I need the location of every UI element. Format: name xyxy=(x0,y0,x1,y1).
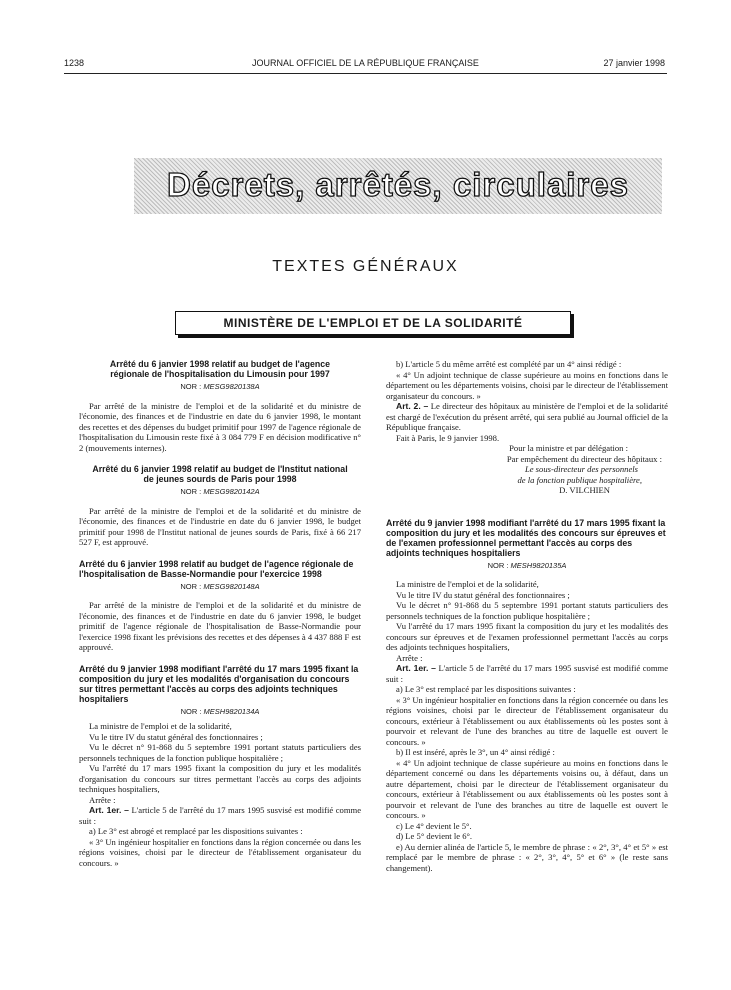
paragraph: Art. 1er. – L'article 5 de l'arrêté du 17 mars 1995 susvisé est modifié comme suit : xyxy=(79,805,362,826)
page-header xyxy=(0,58,731,72)
right-column xyxy=(386,359,668,873)
paragraph: La ministre de l'emploi et de la solidarité, xyxy=(89,721,232,731)
paragraph: « 4° Un adjoint technique de classe supérieure au moins en fonctions dans le département concerné ou dans les départements voisins ou, à défaut, dans un autre département, choisi par le directeur de l'établissement organisateur du concours, extérieur à l'établissement ou aux établissements où les postes sont à pourvoir et relevant de l'une des branches au titre de laquelle est ouvert le concours. » xyxy=(386,757,668,820)
banner-title: Décrets, arrêtés, circulaires xyxy=(167,166,629,203)
paragraph: Vu le décret n° 91-868 du 5 septembre 1991 portant statuts particuliers des personnels techniques de la fonction publique hospitalière ; xyxy=(386,600,668,621)
section-title: TEXTES GÉNÉRAUX xyxy=(272,258,459,275)
left-column xyxy=(79,359,361,868)
header-rule xyxy=(64,73,667,74)
paragraph: Vu l'arrêté du 17 mars 1995 fixant la composition du jury et les modalités des concours sur épreuves et de l'examen professionnel permettant l'accès au corps des adjoints techniques hospitaliers, xyxy=(386,621,668,652)
article-body: Par arrêté de la ministre de l'emploi et de la solidarité et du ministre de l'économie, des finances et de l'industrie en date du 6 janvier 1998, le budget primitif de l'agence régionale de l'hospitalisation de Basse-Normandie pour l'exercice 1998 fixant les prévisions des recettes et des dépenses à 4 437 888 F est approuvé. xyxy=(79,600,361,652)
issue-date: 27 janvier 1998 xyxy=(603,58,665,68)
arrete-heading: Arrête : xyxy=(89,794,116,805)
paragraph: c) Le 4° devient le 5°. xyxy=(396,820,472,831)
nor-reference: NOR : MESH9820135A xyxy=(487,560,567,570)
nor-reference: NOR : MESH9820134A xyxy=(180,706,260,716)
paragraph: Fait à Paris, le 9 janvier 1998. xyxy=(396,432,500,443)
paragraph: a) Le 3° est remplacé par les dispositions suivantes : xyxy=(396,684,576,694)
arrete-heading: Arrête : xyxy=(396,652,423,663)
paragraph: Vu le titre IV du statut général des fonctionnaires ; xyxy=(89,731,263,742)
paragraph: « 4° Un adjoint technique de classe supérieure au moins en fonctions dans le département ou les départements voisins, choisi par le directeur de l'établissement organisateur du concours. » xyxy=(386,369,668,401)
nor-reference: NOR : MESG9820142A xyxy=(180,487,260,496)
article-title: Arrêté du 9 janvier 1998 modifiant l'arrêté du 17 mars 1995 fixant la composition du jury et les modalités des concours sur épreuves et de l'examen professionnel permettant l'accès au corps des adjoints techniques hospitaliers xyxy=(386,517,666,558)
article-title: Arrêté du 6 janvier 1998 relatif au budget de l'Institut national de jeunes sourds de Paris pour 1998 xyxy=(92,464,348,484)
article-title: Arrêté du 6 janvier 1998 relatif au budget de l'agence régionale de l'hospitalisation de Basse-Normandie pour l'exercice 1998 xyxy=(79,558,354,579)
paragraph: La ministre de l'emploi et de la solidarité, xyxy=(396,579,539,589)
paragraph: e) Au dernier alinéa de l'article 5, le membre de phrase : « 2°, 3°, 4° et 5° » est remplacé par le membre de phrase : « 2°, 3°, 4°, 5° et 6° » (le reste sans changement). xyxy=(386,841,668,873)
paragraph: d) Le 5° devient le 6°. xyxy=(396,831,473,841)
nor-reference: NOR : MESG9820148A xyxy=(180,581,260,591)
article-title: Arrêté du 6 janvier 1998 relatif au budget de l'agence régionale de l'hospitalisation du Limousin pour 1997 xyxy=(109,359,331,379)
paragraph: b) L'article 5 du même arrêté est complété par un 4° ainsi rédigé : xyxy=(396,359,622,369)
article-body: Par arrêté de la ministre de l'emploi et de la solidarité et du ministre de l'économie, des finances et de l'industrie en date du 6 janvier 1998, le montant des recettes et des dépenses du budget primitif pour 1997 de l'agence régionale de l'hospitalisation du Limousin reste fixé à 3 084 779 F en décision modificative n° 2 (mouvements internes). xyxy=(79,400,361,453)
ministry-box: MINISTÈRE DE L'EMPLOI ET DE LA SOLIDARITÉ xyxy=(175,311,571,335)
signature-block: Pour la ministre et par délégation : Par empêchement du directeur des hôpitaux : Le sous-directeur des personnels de la fonction publique hospitalière, D. VILCHIEN xyxy=(506,443,662,495)
journal-title: JOURNAL OFFICIEL DE LA RÉPUBLIQUE FRANÇAISE xyxy=(252,58,479,68)
paragraph: Art. 1er. – L'article 5 de l'arrêté du 17 mars 1995 susvisé est modifié comme suit : xyxy=(386,663,669,684)
nor-reference: NOR : MESG9820138A xyxy=(180,382,260,391)
paragraph: Vu l'arrêté du 17 mars 1995 fixant la composition du jury et les modalités d'organisation du concours sur titres permettant l'accès au corps des adjoints techniques hospitaliers, xyxy=(79,763,361,794)
page-number: 1238 xyxy=(64,58,85,68)
article-title: Arrêté du 9 janvier 1998 modifiant l'arrêté du 17 mars 1995 fixant la composition du jury et les modalités d'organisation du concours sur titres permettant l'accès au corps des adjoints techniques hospitaliers xyxy=(79,663,359,704)
paragraph: a) Le 3° est abrogé et remplacé par les dispositions suivantes : xyxy=(89,826,303,836)
paragraph: « 3° Un ingénieur hospitalier en fonctions dans la région concernée ou dans les régions voisines, choisi par le directeur de l'établissement organisateur du concours. » xyxy=(79,836,361,868)
paragraph: Vu le titre IV du statut général des fonctionnaires ; xyxy=(396,589,570,600)
paragraph: « 3° Un ingénieur hospitalier en fonctions dans la région concernée ou dans les régions voisines, choisi par le directeur de l'établissement organisateur du concours, extérieur à l'établissement ou aux établissements où les postes sont à pourvoir et relevant de l'une des branches au titre de laquelle est ouvert le concours. » xyxy=(386,694,668,747)
article-body: Par arrêté de la ministre de l'emploi et de la solidarité et du ministre de l'économie, des finances et de l'industrie en date du 6 janvier 1998, le budget primitif pour 1998 de l'Institut national de jeunes sourds de Paris, fixé à 66 217 527 F, est approuvé. xyxy=(79,505,361,547)
paragraph: Vu le décret n° 91-868 du 5 septembre 1991 portant statuts particuliers des personnels techniques de la fonction publique hospitalière ; xyxy=(79,742,361,763)
paragraph: Art. 2. – Le directeur des hôpitaux au ministère de l'emploi et de la solidarité est chargé de l'exécution du présent arrêté, qui sera publié au Journal officiel de la République française. xyxy=(386,401,668,432)
paragraph: b) Il est inséré, après le 3°, un 4° ainsi rédigé : xyxy=(396,747,555,757)
